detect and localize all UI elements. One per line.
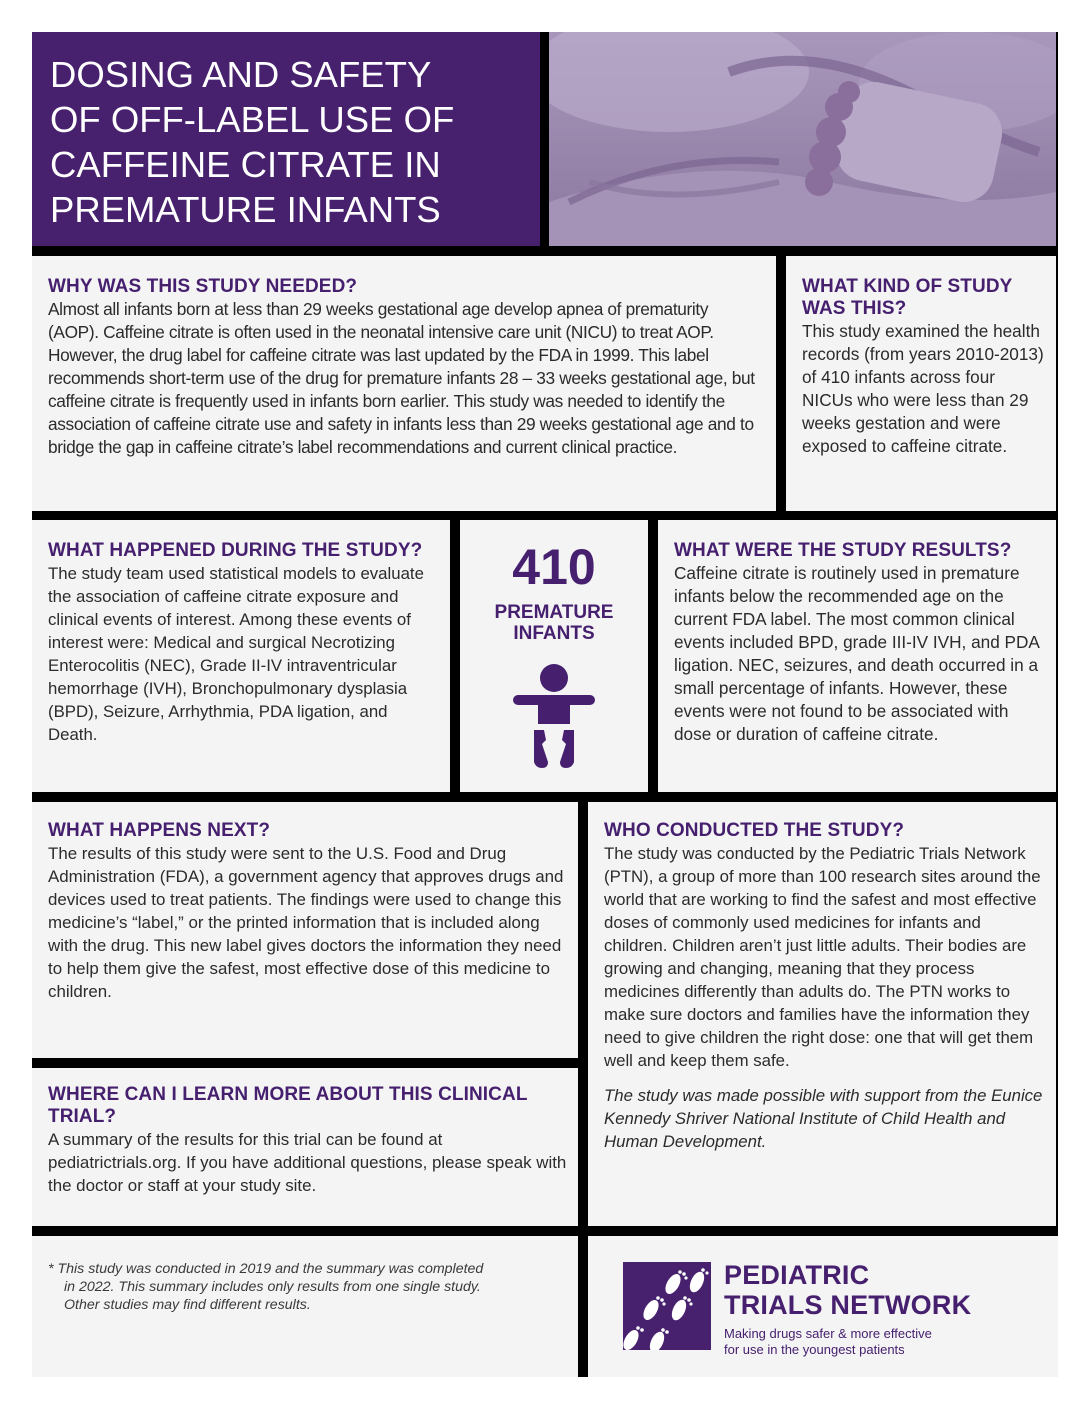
logo-tagline: for use in the youngest patients [724, 1342, 905, 1357]
section-heading: WHERE CAN I LEARN MORE ABOUT THIS CLINICAL TRIAL? [48, 1084, 528, 1127]
title-line: DOSING AND SAFETY [50, 54, 432, 95]
section-heading: WHAT HAPPENS NEXT? [48, 820, 271, 841]
section-what-happened [32, 520, 450, 792]
support-statement: The study was made possible with support from the Eunice Kennedy Shriver National Institute of Child Health and Human Development. [604, 1086, 1043, 1151]
section-why-needed [32, 256, 776, 511]
footnote-line: * This study was conducted in 2019 and the summary was completed [48, 1261, 484, 1277]
title-banner [32, 32, 540, 246]
footnote-line: in 2022. This summary includes only results from one single study. [64, 1279, 481, 1295]
logo-panel [588, 1236, 1058, 1377]
section-body: The results of this study were sent to the U.S. Food and Drug Administration (FDA), a government agency that approves drugs and devices used to treat patients. The findings were used to change this medicine’s “label,” or the printed information that is included along with the drug. This new label gives doctors the information they need to help them give the safest, most effective dose of this medicine to children. [48, 844, 564, 1001]
section-body: This study examined the health records (from years 2010-2013) of 410 infants across four NICUs who were less than 29 weeks gestation and were exposed to caffeine citrate. [802, 321, 1044, 456]
hero-photo-infant-foot [549, 32, 1056, 246]
stat-number: 410 [512, 539, 596, 595]
stat-label-line: INFANTS [513, 623, 595, 644]
footnote-panel [32, 1236, 578, 1377]
section-heading: WHO CONDUCTED THE STUDY? [604, 820, 905, 841]
section-learn-more [32, 1068, 578, 1226]
footprints-icon [623, 1262, 711, 1350]
logo-tagline: Making drugs safer & more effective [724, 1326, 932, 1341]
section-heading: WHY WAS THIS STUDY NEEDED? [48, 276, 358, 297]
section-body: Almost all infants born at less than 29 weeks gestational age develop apnea of prematurity (AOP). Caffeine citrate is often used in the neonatal intensive care unit (NICU) to treat AOP. However, the drug label for caffeine citrate was last updated by the FDA in 1999. This label recommends short-term use of the drug for premature infants 28 – 33 weeks gestational age, but caffeine citrate is frequently used in infants born earlier. This study was needed to identify the association of caffeine citrate use and safety in infants less than 29 weeks gestational age and to bridge the gap in caffeine citrate’s label recommendations and current clinical practice. [48, 299, 755, 457]
section-heading: WHAT KIND OF STUDY WAS THIS? [802, 276, 1013, 319]
title-line: OF OFF-LABEL USE OF [50, 99, 455, 140]
logo-title: PEDIATRIC [724, 1260, 870, 1290]
section-heading: WHAT WERE THE STUDY RESULTS? [674, 540, 1012, 561]
logo-title: TRIALS NETWORK [724, 1290, 972, 1320]
section-kind-of-study [786, 256, 1056, 511]
section-body: The study was conducted by the Pediatric Trials Network (PTN), a group of more than 100 research sites around the world that are working to find the safest and most effective doses of commonly used medicines for infants and children. Children aren’t just little adults. Their bodies are growing and changing, meaning that they process medicines differently than adults do. The PTN works to make sure doctors and families have the information they need to give children the right dose: one that will get them well and keep them safe. [604, 844, 1041, 1070]
section-body: Caffeine citrate is routinely used in premature infants below the recommended age on the current FDA label. The most common clinical events included BPD, grade III-IV IVH, and PDA ligation. NEC, seizures, and death occurred in a small percentage of infants. However, these events were not found to be associated with dose or duration of caffeine citrate. [674, 563, 1039, 744]
footnote-line: Other studies may find different results. [64, 1297, 311, 1313]
infant-icon [504, 664, 604, 784]
section-body: The study team used statistical models to evaluate the association of caffeine citrate exposure and clinical events of interest. Among these events of interest were: Medical and surgical Necrotizing Enterocolitis (NEC), Grade II-IV intraventricular hemorrhage (IVH), Bronchopulmonary dysplasia (BPD), Seizure, Arrhythmia, PDA ligation, and Death. [48, 564, 424, 744]
section-who-conducted [588, 802, 1056, 1226]
section-body: A summary of the results for this trial can be found at pediatrictrials.org. If you have additional questions, please speak with the doctor or staff at your study site. [48, 1130, 567, 1195]
page-title [50, 52, 530, 232]
stat-label-line: PREMATURE [494, 602, 614, 623]
stat-label [460, 602, 648, 644]
infant-foot-image [549, 32, 1056, 246]
section-study-results [658, 520, 1056, 792]
title-line: PREMATURE INFANTS [50, 189, 441, 230]
stat-callout [460, 520, 648, 792]
section-what-happens-next [32, 802, 578, 1058]
section-heading: WHAT HAPPENED DURING THE STUDY? [48, 540, 423, 561]
title-line: CAFFEINE CITRATE IN [50, 144, 441, 185]
